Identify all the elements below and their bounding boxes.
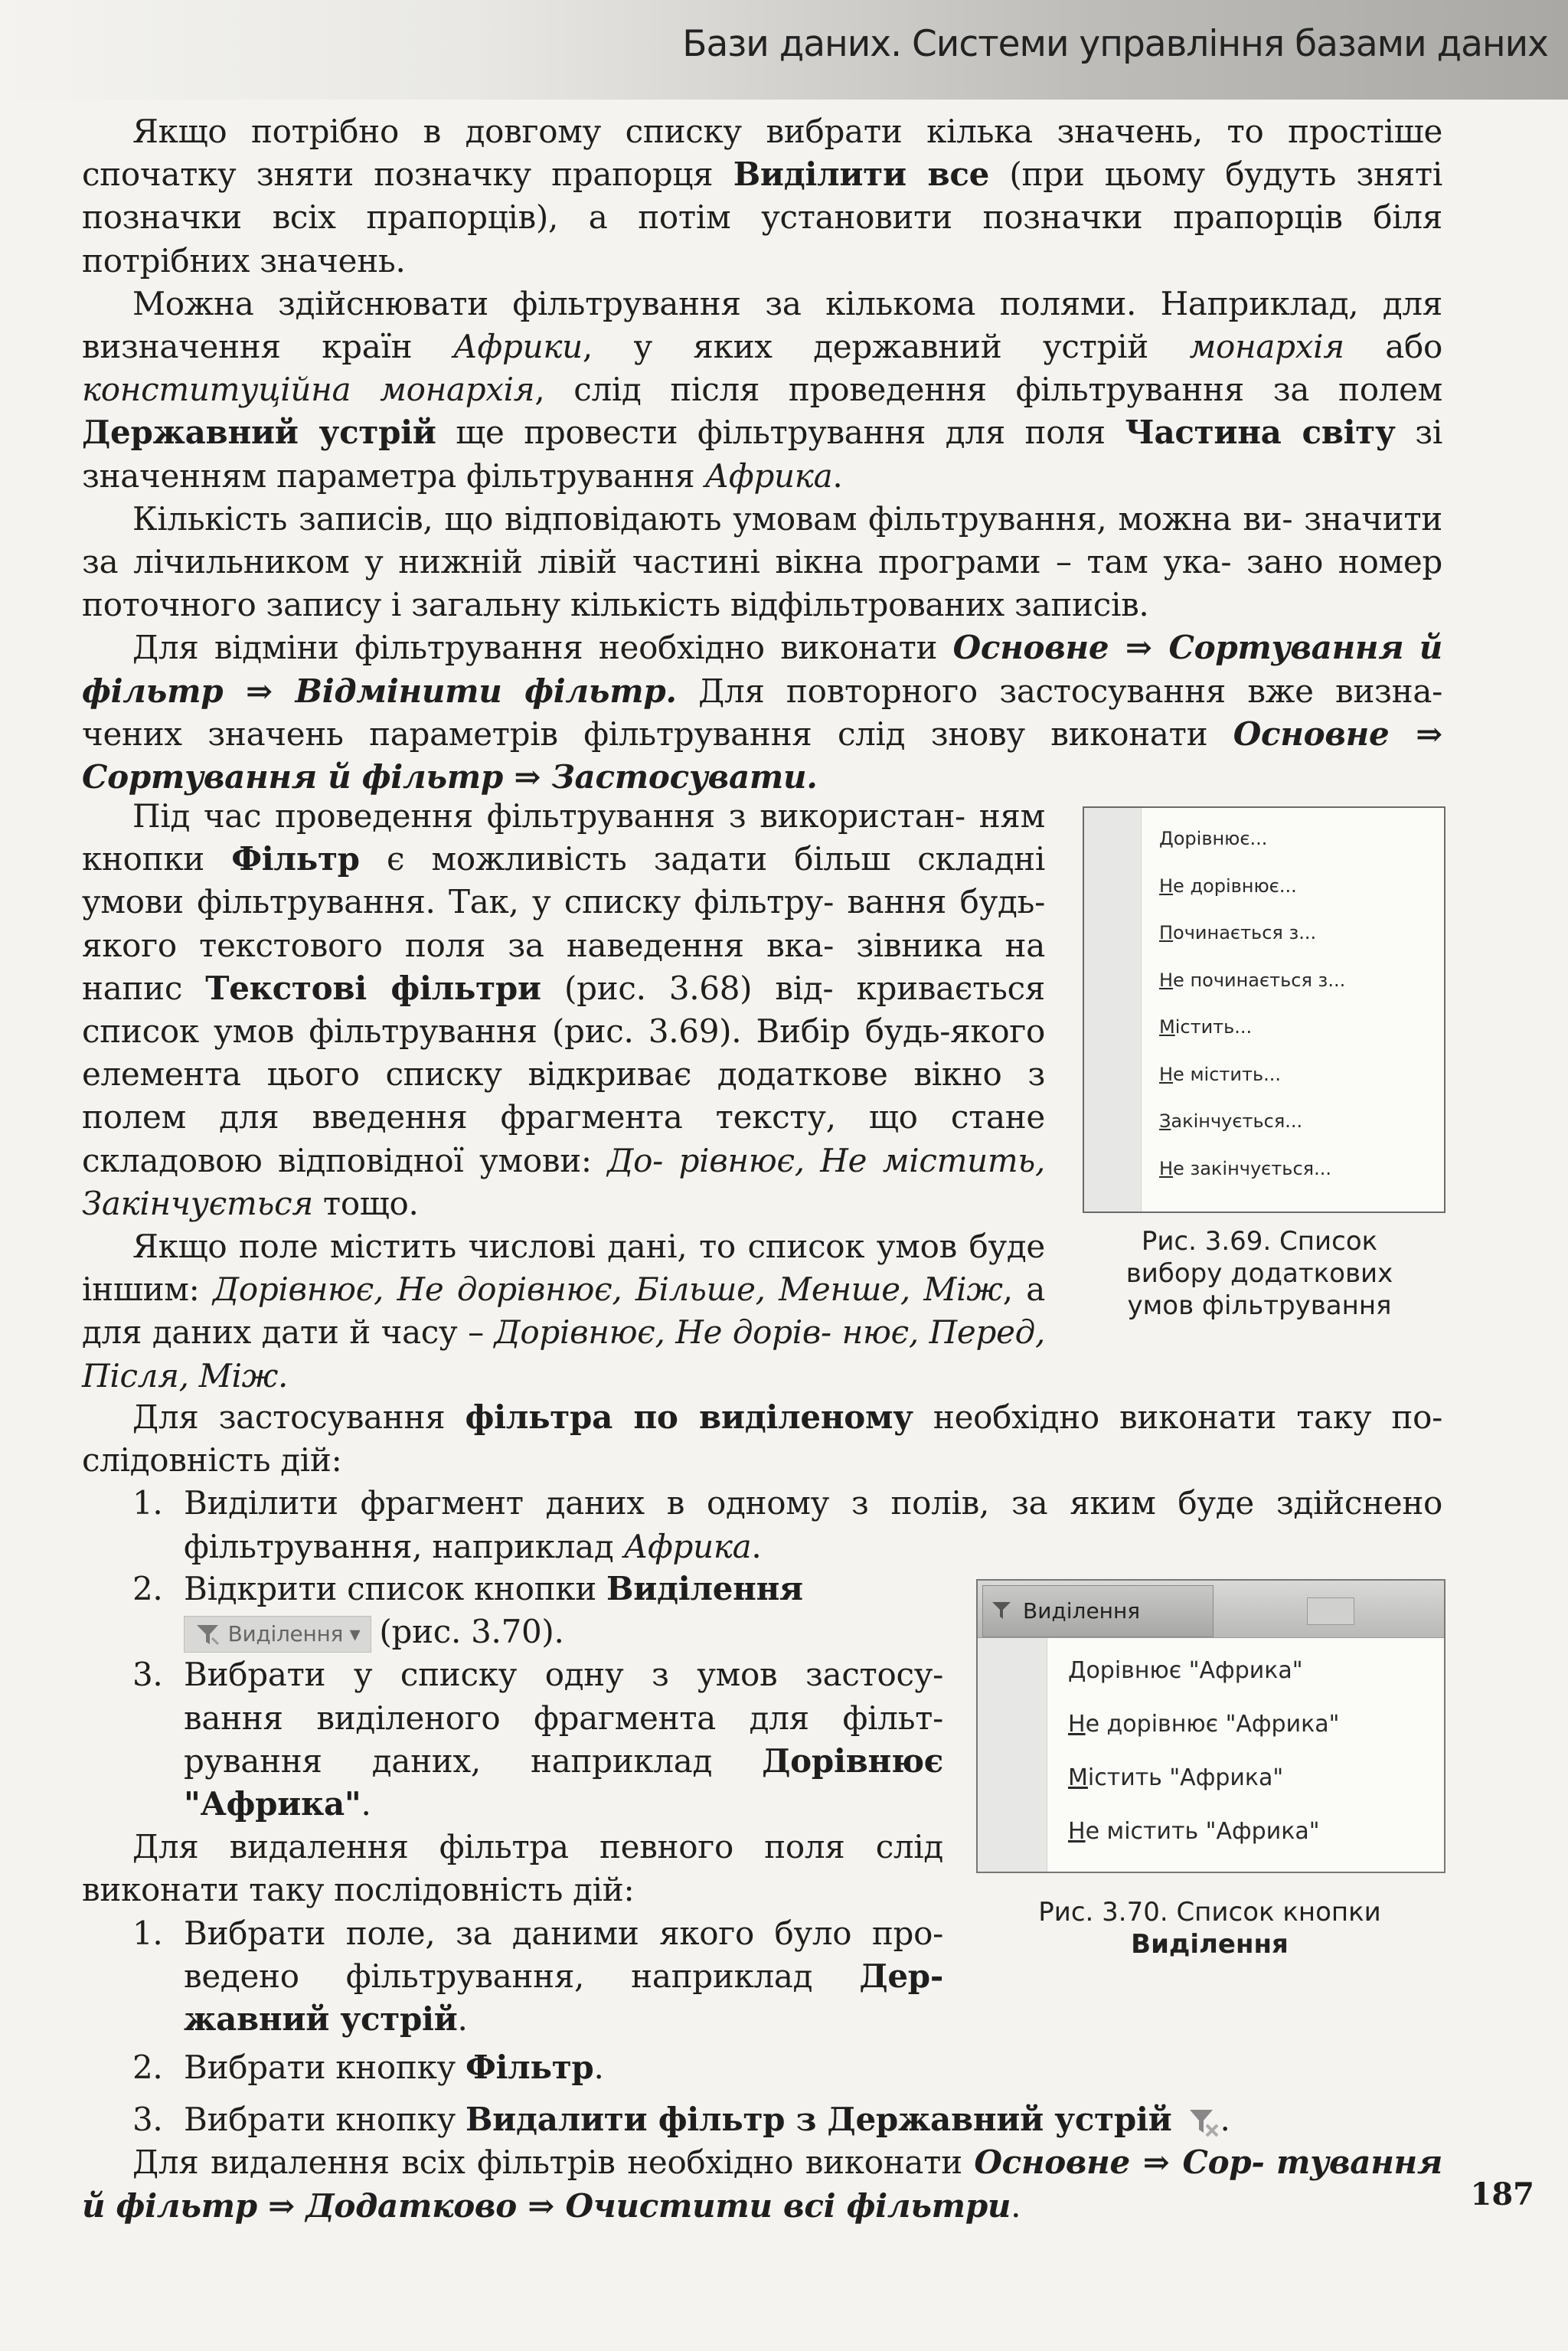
ribbon-small-buttons [1307,1597,1354,1625]
list-number: 2. [132,2049,163,2086]
figure-3-70-caption [988,1896,1432,1960]
list-number: 3. [132,2101,163,2139]
clear-filter-icon [1187,2107,1220,2137]
list-item [82,2098,1442,2141]
paragraph: Для видалення всіх фільтрів необхідно виконати Основне ⇒ Сор- тування й фільтр ⇒ Додатково ⇒ Очистити всі фільтри. [82,2143,1442,2225]
list-item: 3. Вибрати у списку одну з умов застосу- вання виділеного фрагмента для фільт- рування даних, наприклад Дорівнює "Африка". [82,1653,943,1826]
menu-item[interactable]: Не містить... [1159,1063,1281,1085]
menu-item[interactable]: Містить... [1159,1016,1253,1038]
paragraph: Якщо потрібно в довгому списку вибрати кілька значень, то простіше спочатку зняти позначку прапорця Виділити все (при цьому будуть зняті позначки всіх прапорців), а потім установити позначки прапорців біля потрібних значень. [82,113,1442,280]
paragraph: Кількість записів, що відповідають умовам фільтрування, можна ви- значити за лічильником у нижній лівій частині вікна програми – там ука- зано номер поточного запису і загальну кількість відфільтрованих записів. [82,499,1442,624]
menu-gutter [1084,808,1142,1211]
menu-item[interactable]: Дорівнює "Африка" [1068,1657,1303,1684]
selection-button-label: Виділення [227,1621,344,1647]
list-number: 2. [132,1570,163,1607]
period: . [1220,2101,1230,2139]
caption-line: Рис. 3.70. Список кнопки [1038,1897,1381,1928]
text-column-top [82,110,1442,799]
list-item: 1. Виділити фрагмент даних в одному з полів, за яким буде здійснено фільтрування, наприклад Африка. [82,1482,1442,1568]
caption-line: Рис. 3.69. Список [1141,1226,1378,1257]
list-number: 1. [132,1914,163,1952]
list-item: 2. Вибрати кнопку Фільтр. [82,2046,1442,2089]
paragraph: Під час проведення фільтрування з використан- ням кнопки Фільтр є можливість задати більш складні умови фільтрування. Так, у списку фільтру- вання будь-якого текстового поля за наведення вка- зівника на напис Текстові фільтри (рис. 3.68) від- кривається список умов фільтрування (рис. 3.69). Вибір будь-якого елемента цього списку відкриває додаткове вікно з полем для введення фрагмента тексту, що стане складовою відповідної умови: До- рівнює, Не містить, Закінчується тощо. [82,797,1046,1222]
menu-gutter [978,1638,1047,1872]
page-number: 187 [1470,2176,1534,2212]
caption-line: умов фільтрування [1127,1290,1392,1321]
selection-tab [982,1585,1214,1637]
text-column-mid [82,1396,1442,1568]
figure-reference: (рис. 3.70). [379,1613,564,1651]
menu-item[interactable]: Не дорівнює... [1159,875,1297,897]
text-column-fig369 [82,795,1045,1398]
paragraph: Для застосування фільтра по виділеному необхідно виконати таку по- слідовність дій: [82,1398,1442,1480]
filter-icon [195,1623,221,1647]
text-column-bottom [82,2046,1442,2228]
page-header [0,0,1568,100]
menu-item[interactable]: Не закінчується... [1159,1157,1331,1179]
selection-tab-label: Виділення [1023,1598,1141,1623]
figure-3-70-selection-list [976,1579,1446,1873]
menu-item[interactable]: Починається з... [1159,922,1317,943]
paragraph: Для видалення фільтра певного поля слід виконати таку послідовність дій: [82,1828,943,1909]
filter-icon [991,1600,1014,1621]
menu-item[interactable]: Дорівнює... [1159,828,1268,849]
caption-line-bold: Виділення [1131,1929,1289,1960]
menu-item[interactable]: Не містить "Африка" [1068,1818,1320,1845]
list-item: 1. Вибрати поле, за даними якого було про- ведено фільтрування, наприклад Дер- жавний устрій. [82,1912,943,2042]
paragraph: Для відміни фільтрування необхідно виконати Основне ⇒ Сортування й фільтр ⇒ Відмінити фільтр. Для повторного застосування вже визна- чених значень параметрів фільтрування слід знову виконати Основне ⇒ Сортування й фільтр ⇒ Застосувати. [82,629,1442,796]
menu-item[interactable]: Містить "Африка" [1068,1764,1284,1791]
caption-line: вибору додаткових [1125,1258,1393,1289]
menu-item[interactable]: Не починається з... [1159,969,1346,991]
list-number: 3. [132,1656,163,1694]
menu-item[interactable]: Не дорівнює "Африка" [1068,1711,1340,1738]
figure-3-69-caption [1068,1225,1451,1322]
header-title: Бази даних. Системи управління базами даних [682,23,1548,65]
list-text: Вибрати кнопку Видалити фільтр з Державний устрій [184,2101,1172,2139]
list-number: 1. [132,1484,163,1522]
paragraph: Можна здійснювати фільтрування за кількома полями. Наприклад, для визначення країн Африки, у яких державний устрій монархія або конституційна монархія, слід після проведення фільтрування за полем Державний устрій ще провести фільтрування для поля Частина світу зі значенням параметра фільтрування Африка. [82,284,1442,495]
text-column-fig370 [82,1568,943,2041]
paragraph: Якщо поле містить числові дані, то список умов буде іншим: Дорівнює, Не дорівнює, Більше, Менше, Між, а для даних дати й часу – Дорівнює, Не дорів- нює, Перед, Після, Між. [82,1228,1045,1395]
list-text: Відкрити список кнопки Виділення [184,1570,803,1607]
menu-item[interactable]: Закінчується... [1159,1110,1303,1132]
selection-button-inline: Виділення ▾ [184,1616,371,1653]
figure-3-69-filter-list [1083,806,1446,1213]
list-item [82,1568,943,1653]
